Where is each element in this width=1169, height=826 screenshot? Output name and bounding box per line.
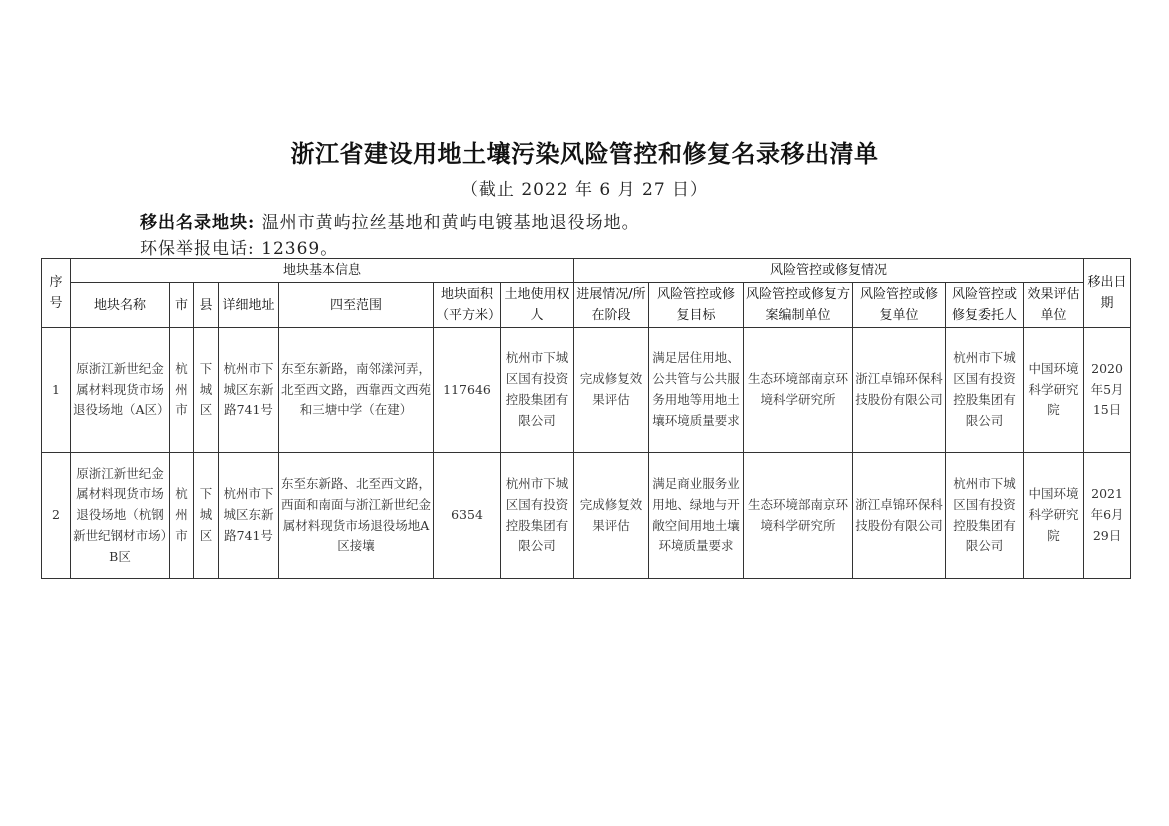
header-basic-info: 地块基本信息	[71, 259, 574, 283]
cell-remediation-unit: 浙江卓锦环保科技股份有限公司	[853, 453, 946, 579]
cell-progress: 完成修复效果评估	[574, 328, 649, 453]
hotline-value: 12369。	[261, 239, 339, 259]
cell-seq: 1	[42, 328, 71, 453]
cell-removal-date: 2021年6月29日	[1084, 453, 1131, 579]
header-plot-name: 地块名称	[71, 283, 170, 328]
document-subtitle: （截止 2022 年 6 月 27 日）	[460, 180, 709, 200]
header-city: 市	[170, 283, 194, 328]
hotline-line	[140, 234, 338, 259]
header-seq: 序号	[42, 259, 71, 328]
removed-plots-value: 温州市黄屿拉丝基地和黄屿电镀基地退役场地。	[261, 213, 640, 233]
cell-progress: 完成修复效果评估	[574, 453, 649, 579]
cell-area: 6354	[434, 453, 501, 579]
cell-client: 杭州市下城区国有投资控股集团有限公司	[946, 453, 1024, 579]
cell-boundary: 东至东新路，南邻漾河弄，北至西文路，西靠西文西苑和三塘中学（在建）	[279, 328, 434, 453]
table-row	[42, 328, 1131, 453]
cell-county: 下城区	[194, 453, 219, 579]
header-land-user: 土地使用权人	[501, 283, 574, 328]
header-client: 风险管控或修复委托人	[946, 283, 1024, 328]
cell-county: 下城区	[194, 328, 219, 453]
cell-city: 杭州市	[170, 453, 194, 579]
cell-plot-name: 原浙江新世纪金属材料现货市场退役场地（杭钢新世纪钢材市场）B区	[71, 453, 170, 579]
header-plan-unit: 风险管控或修复方案编制单位	[744, 283, 853, 328]
cell-boundary: 东至东新路、北至西文路，西面和南面与浙江新世纪金属材料现货市场退役场地A区接壤	[279, 453, 434, 579]
hotline-label: 环保举报电话:	[140, 239, 255, 259]
header-evaluation-unit: 效果评估单位	[1024, 283, 1084, 328]
cell-city: 杭州市	[170, 328, 194, 453]
cell-remediation-unit: 浙江卓锦环保科技股份有限公司	[853, 328, 946, 453]
cell-client: 杭州市下城区国有投资控股集团有限公司	[946, 328, 1024, 453]
header-area: 地块面积（平方米）	[434, 283, 501, 328]
cell-land-user: 杭州市下城区国有投资控股集团有限公司	[501, 453, 574, 579]
header-progress: 进展情况/所在阶段	[574, 283, 649, 328]
header-removal-date: 移出日期	[1084, 259, 1131, 328]
removed-plots-label: 移出名录地块:	[140, 213, 256, 233]
cell-land-user: 杭州市下城区国有投资控股集团有限公司	[501, 328, 574, 453]
table-row	[42, 453, 1131, 579]
cell-plan-unit: 生态环境部南京环境科学研究所	[744, 328, 853, 453]
header-county: 县	[194, 283, 219, 328]
document-title: 浙江省建设用地土壤污染风险管控和修复名录移出清单	[290, 139, 879, 168]
removed-plots-line	[140, 208, 640, 233]
cell-evaluation-unit: 中国环境科学研究院	[1024, 453, 1084, 579]
header-target: 风险管控或修复目标	[649, 283, 744, 328]
cell-plot-name: 原浙江新世纪金属材料现货市场退役场地（A区）	[71, 328, 170, 453]
header-address: 详细地址	[219, 283, 279, 328]
removal-list-table	[41, 258, 1131, 579]
cell-address: 杭州市下城区东新路741号	[219, 328, 279, 453]
cell-target: 满足居住用地、公共管与公共服务用地等用地土壤环境质量要求	[649, 328, 744, 453]
cell-address: 杭州市下城区东新路741号	[219, 453, 279, 579]
cell-area: 117646	[434, 328, 501, 453]
cell-seq: 2	[42, 453, 71, 579]
cell-removal-date: 2020年5月15日	[1084, 328, 1131, 453]
header-boundary: 四至范围	[279, 283, 434, 328]
cell-evaluation-unit: 中国环境科学研究院	[1024, 328, 1084, 453]
header-remediation-unit: 风险管控或修复单位	[853, 283, 946, 328]
header-risk-info: 风险管控或修复情况	[574, 259, 1084, 283]
cell-plan-unit: 生态环境部南京环境科学研究所	[744, 453, 853, 579]
cell-target: 满足商业服务业用地、绿地与开敞空间用地土壤环境质量要求	[649, 453, 744, 579]
